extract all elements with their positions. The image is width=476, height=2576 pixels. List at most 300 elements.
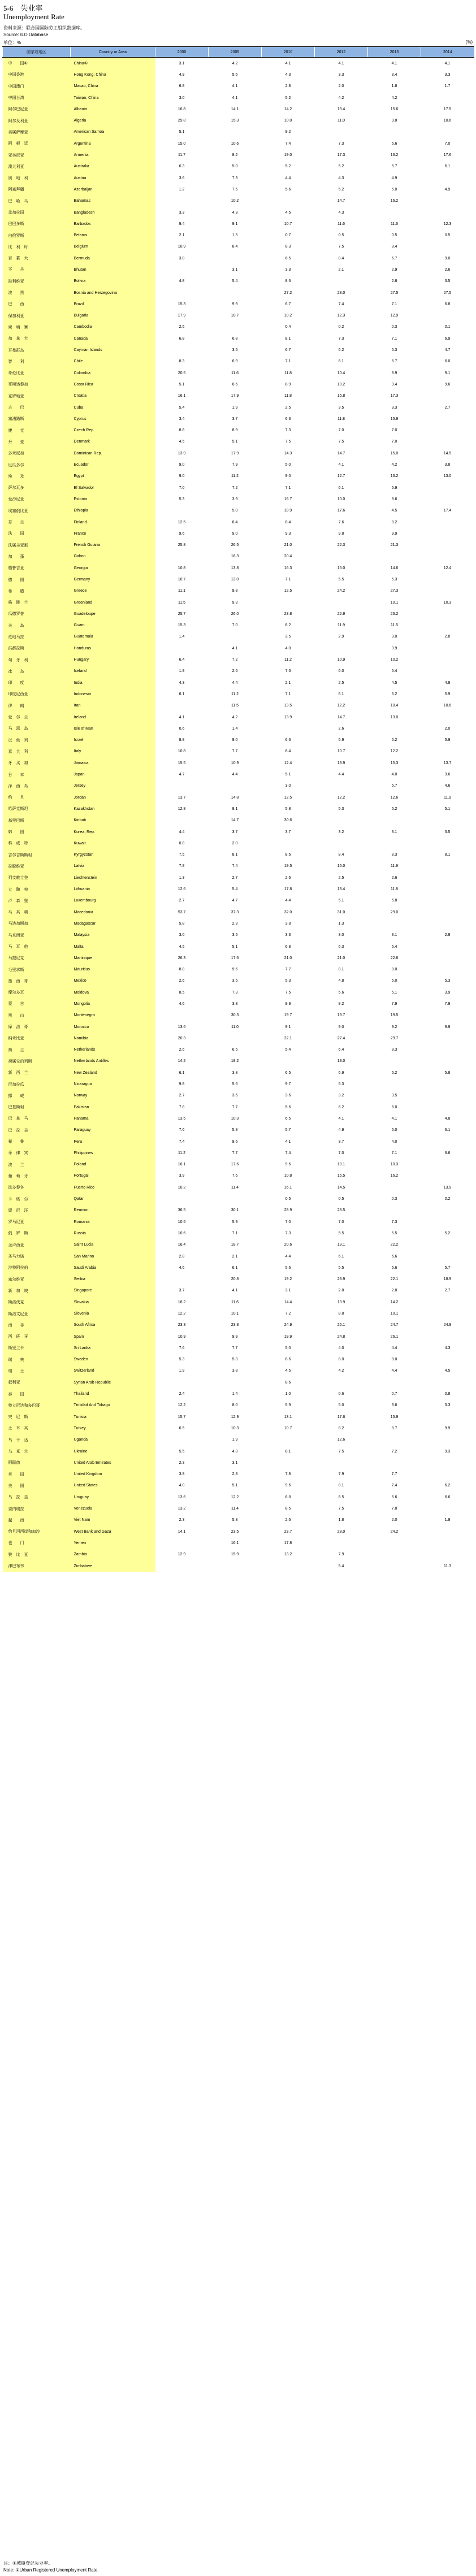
rate-cell: 18.2 [178, 1300, 186, 1304]
country-name-en: Slovakia [71, 1296, 155, 1308]
table-row [3, 1515, 474, 1526]
country-name-cn: 阿塞拜疆 [3, 184, 71, 195]
country-name-cn: 俄 罗 斯 [3, 1228, 71, 1239]
rate-cell: 6.8 [179, 84, 185, 89]
rate-cell: 3.8 [232, 1369, 238, 1373]
rate-cell: 4.7 [179, 773, 185, 777]
rate-cell: 7.6 [232, 187, 238, 192]
country-name-cn: 突 尼 斯 [3, 1411, 71, 1423]
rate-cell: 13.2 [178, 1507, 186, 1511]
rate-cell: 7.4 [179, 1139, 185, 1144]
table-row [3, 952, 474, 964]
table-row [3, 883, 474, 895]
country-name-en: Cyprus [71, 413, 155, 424]
rate-cell: 5.7 [391, 164, 397, 169]
rate-cell: 11.9 [443, 795, 452, 800]
rate-cell: 3.5 [232, 933, 238, 938]
rate-cell [155, 1560, 209, 1572]
rate-cell: 5.6 [391, 1265, 397, 1270]
rate-cell: 11.5 [390, 623, 399, 628]
rate-cell: 3.0 [179, 256, 185, 261]
country-name-en: Dominican Rep. [71, 448, 155, 459]
country-name-cn: 也 门 [3, 1537, 71, 1549]
rate-cell: 8.4 [232, 520, 238, 524]
rate-cell: 3.8 [285, 921, 291, 926]
rate-cell: 30.3 [231, 1013, 239, 1018]
rate-cell: 5.1 [179, 382, 185, 387]
rate-cell: 3.0 [179, 933, 185, 938]
rate-cell: 4.0 [179, 1484, 185, 1488]
rate-cell: 11.6 [390, 222, 399, 226]
country-name-en: Bhutan [71, 264, 155, 275]
rate-cell: 2.3 [232, 921, 238, 926]
rate-cell: 36.5 [178, 1208, 186, 1213]
rate-cell: 0.6 [338, 1392, 344, 1397]
rate-cell: 5.9 [232, 1220, 238, 1224]
table-row [3, 631, 474, 643]
table-row [3, 379, 474, 390]
rate-cell: 8.1 [232, 853, 238, 857]
rate-cell: 17.8 [284, 887, 292, 892]
rate-cell: 17.9 [231, 451, 239, 456]
table-row [3, 987, 474, 998]
country-name-en: Turkey [71, 1423, 155, 1434]
rate-cell [421, 1354, 474, 1365]
rate-cell: 10.6 [231, 141, 239, 146]
table-row [3, 861, 474, 872]
rate-cell: 8.8 [179, 428, 185, 433]
rate-cell: 2.8 [179, 1254, 185, 1259]
table-row [3, 333, 474, 344]
rate-cell [262, 196, 315, 207]
rate-cell [421, 1537, 474, 1549]
country-name-en: American Samoa [71, 127, 155, 138]
rate-cell: 17.8 [284, 1541, 292, 1545]
rate-cell: 7.3 [232, 176, 238, 180]
table-row [3, 1285, 474, 1296]
rate-cell: 4.0 [391, 773, 397, 777]
rate-cell: 10.3 [231, 1116, 239, 1121]
rate-cell: 3.0 [338, 933, 344, 938]
table-row [3, 505, 474, 517]
header-year-2013: 2013 [368, 47, 421, 58]
rate-cell: 15.3 [178, 623, 186, 628]
rate-cell: 5.2 [338, 164, 344, 169]
rate-cell: 9.0 [232, 531, 238, 536]
rate-cell: 23.9 [337, 1277, 345, 1282]
rate-cell [155, 196, 209, 207]
rate-cell: 8.1 [232, 806, 238, 811]
table-row [3, 746, 474, 757]
rate-cell: 6.3 [338, 944, 344, 949]
rate-cell: 12.2 [337, 795, 345, 800]
country-name-cn: 哈萨克斯坦 [3, 803, 71, 814]
rate-cell: 26.5 [231, 543, 239, 548]
country-name-cn: 萨尔瓦多 [3, 482, 71, 493]
rate-cell: 1.3 [338, 921, 344, 926]
rate-cell: 4.9 [444, 187, 451, 192]
rate-cell: 4.2 [391, 463, 397, 467]
rate-cell: 3.5 [232, 979, 238, 983]
rate-cell: 9.2 [391, 1025, 397, 1029]
rate-cell [421, 574, 474, 585]
rate-cell [421, 1056, 474, 1067]
rate-cell: 5.3 [338, 806, 344, 811]
country-name-cn: 意 大 利 [3, 746, 71, 757]
country-name-cn: 不 丹 [3, 264, 71, 275]
country-name-en: Japan [71, 769, 155, 780]
table-header-row [3, 47, 474, 58]
rate-cell: 5.1 [444, 806, 451, 811]
source-english: Source: ILO Database [3, 32, 49, 37]
rate-cell: 10.0 [337, 497, 345, 501]
table-row [3, 1560, 474, 1572]
rate-cell: 1.8 [338, 1518, 344, 1523]
rate-cell: 20.8 [231, 1277, 239, 1282]
rate-cell: 16.2 [390, 153, 399, 158]
rate-cell: 2.6 [285, 875, 291, 880]
rate-cell: 2.6 [391, 875, 397, 880]
rate-cell: 17.6 [337, 1415, 345, 1419]
rate-cell: 14.8 [231, 795, 239, 800]
rate-cell: 0.3 [391, 325, 397, 329]
rate-cell: 7.5 [338, 245, 344, 249]
country-name-cn: 印度尼西亚 [3, 688, 71, 700]
rate-cell: 6.2 [444, 1484, 451, 1488]
rate-cell: 13.1 [284, 1415, 292, 1419]
table-row [3, 367, 474, 379]
rate-cell [315, 643, 368, 654]
rate-cell: 15.0 [390, 451, 399, 456]
rate-cell: 8.1 [444, 853, 451, 857]
rate-cell: 6.6 [391, 1495, 397, 1499]
rate-cell [421, 872, 474, 883]
rate-cell: 11.8 [390, 887, 399, 892]
country-name-en: Israel [71, 735, 155, 746]
rate-cell: 4.8 [179, 279, 185, 284]
table-row [3, 138, 474, 149]
table-row [3, 1056, 474, 1067]
rate-cell: 7.7 [232, 749, 238, 754]
rate-cell [421, 608, 474, 619]
rate-cell: 7.1 [391, 302, 397, 306]
rate-cell [421, 1239, 474, 1251]
country-name-cn: 列支敦士登 [3, 872, 71, 883]
table-row [3, 941, 474, 952]
rate-cell: 7.3 [232, 990, 238, 995]
rate-cell: 11.8 [284, 394, 292, 398]
rate-cell [421, 493, 474, 505]
rate-cell: 0.8 [444, 1392, 451, 1397]
rate-cell: 12.2 [390, 749, 399, 754]
rate-cell: 10.6 [443, 704, 452, 708]
rate-cell: 10.7 [231, 314, 239, 318]
country-name-cn: 加 拿 大 [3, 333, 71, 344]
rate-cell: 4.9 [444, 680, 451, 685]
country-name-en: Albania [71, 103, 155, 115]
country-name-cn: 巴 西 [3, 298, 71, 310]
rate-cell: 4.1 [285, 61, 291, 66]
rate-cell: 2.6 [444, 267, 451, 272]
rate-cell [421, 666, 474, 677]
rate-cell: 12.5 [284, 589, 292, 593]
rate-cell: 9.0 [232, 738, 238, 743]
rate-cell: 6.2 [391, 738, 397, 743]
rate-cell: 14.6 [390, 566, 399, 570]
rate-cell: 4.1 [285, 1139, 291, 1144]
country-name-cn: 泽 西 岛 [3, 780, 71, 792]
rate-cell: 6.9 [444, 336, 451, 341]
rate-cell: 13.7 [178, 795, 186, 800]
rate-cell: 24.8 [337, 1334, 345, 1339]
rate-cell: 15.3 [231, 119, 239, 123]
rate-cell: 10.1 [390, 600, 399, 605]
rate-cell: 11.2 [231, 692, 239, 696]
country-name-en: Namibia [71, 1033, 155, 1044]
table-row [3, 677, 474, 688]
table-row [3, 1078, 474, 1090]
source-chinese: 资料来源：联合国国际劳工组织数据库。 [3, 25, 85, 31]
rate-cell: 27.3 [390, 589, 399, 593]
country-name-cn: 希 腊 [3, 586, 71, 597]
rate-cell: 12.8 [178, 806, 186, 811]
rate-cell: 7.0 [232, 623, 238, 628]
rate-cell: 10.7 [284, 1426, 292, 1430]
table-row [3, 448, 474, 459]
country-name-en: United Kingdom [71, 1469, 155, 1480]
country-name-en: Luxembourg [71, 895, 155, 907]
country-name-en: Hungary [71, 654, 155, 665]
rate-cell: 10.2 [178, 1185, 186, 1190]
rate-cell: 3.6 [444, 773, 451, 777]
rate-cell: 4.8 [444, 1116, 451, 1121]
country-name-en: Poland [71, 1159, 155, 1170]
rate-cell: 4.3 [338, 176, 344, 180]
rate-cell: 11.3 [443, 1564, 452, 1568]
rate-cell: 5.3 [232, 1358, 238, 1362]
rate-cell: 4.2 [232, 715, 238, 719]
rate-cell: 8.0 [391, 1358, 397, 1362]
rate-cell [421, 528, 474, 539]
country-name-en: Qatar [71, 1193, 155, 1204]
country-name-cn: 英 国 [3, 1469, 71, 1480]
rate-cell: 4.9 [391, 176, 397, 180]
rate-cell: 6.9 [232, 359, 238, 364]
country-name-en: Puerto Rico [71, 1182, 155, 1193]
table-row [3, 229, 474, 241]
rate-cell [421, 1377, 474, 1388]
country-name-en: Kyrgyzstan [71, 849, 155, 860]
rate-cell: 7.0 [391, 428, 397, 433]
rate-cell [421, 172, 474, 184]
rate-cell: 12.9 [390, 314, 399, 318]
country-name-en: El Salvador [71, 482, 155, 493]
rate-cell [421, 539, 474, 550]
rate-cell: 6.3 [179, 164, 185, 169]
country-name-en: Thailand [71, 1388, 155, 1399]
rate-cell: 15.0 [337, 864, 345, 869]
rate-cell: 8.1 [338, 1484, 344, 1488]
country-name-en: Guam [71, 620, 155, 631]
rate-cell [421, 241, 474, 253]
rate-cell: 13.8 [231, 566, 239, 570]
country-name-cn: 沙特阿拉伯 [3, 1262, 71, 1273]
rate-cell: 10.9 [178, 1334, 186, 1339]
rate-cell: 4.4 [232, 773, 238, 777]
table-row [3, 608, 474, 619]
rate-cell: 4.5 [285, 210, 291, 215]
rate-cell: 2.6 [338, 726, 344, 731]
rate-cell: 6.6 [444, 1495, 451, 1499]
country-name-en: Mongolia [71, 998, 155, 1009]
country-name-cn: 日 本 [3, 769, 71, 780]
country-name-cn: 蒙 古 [3, 998, 71, 1009]
rate-cell [421, 1044, 474, 1056]
rate-cell: 16.2 [390, 1174, 399, 1178]
country-name-cn: 波 黑 [3, 287, 71, 298]
rate-cell: 12.7 [337, 474, 345, 479]
rate-cell: 27.5 [443, 290, 452, 295]
rate-cell [421, 620, 474, 631]
country-name-cn: 韩 国 [3, 826, 71, 838]
rate-cell [421, 1549, 474, 1560]
rate-cell: 23.3 [178, 1323, 186, 1328]
country-name-en: Portugal [71, 1170, 155, 1182]
rate-cell [421, 838, 474, 849]
rate-cell: 7.4 [232, 864, 238, 869]
rate-cell: 2.6 [179, 979, 185, 983]
rate-cell: 7.1 [285, 485, 291, 490]
rate-cell: 3.0 [391, 635, 397, 639]
country-name-cn: 瑞 典 [3, 1354, 71, 1365]
table-row [3, 172, 474, 184]
rate-cell: 0.3 [391, 1197, 397, 1202]
country-name-cn: 南 非 [3, 1320, 71, 1331]
rate-cell: 2.8 [232, 1472, 238, 1477]
country-name-en: Ireland [71, 712, 155, 723]
country-name-cn: 德 国 [3, 574, 71, 585]
rate-cell: 4.4 [285, 899, 291, 903]
rate-cell: 16.3 [231, 554, 239, 559]
country-name-cn: 法 国 [3, 528, 71, 539]
country-name-cn: 纳米比亚 [3, 1033, 71, 1044]
country-name-cn: 巴 拉 圭 [3, 1125, 71, 1136]
rate-cell: 21.0 [337, 956, 345, 960]
rate-cell: 8.6 [285, 1358, 291, 1362]
country-name-en: Jordan [71, 792, 155, 803]
rate-cell [421, 551, 474, 562]
rate-cell: 13.4 [337, 887, 345, 892]
rate-cell: 7.6 [338, 520, 344, 524]
rate-cell: 6.7 [285, 348, 291, 353]
rate-cell: 8.8 [179, 968, 185, 972]
rate-cell: 13.2 [390, 474, 399, 479]
rate-cell [262, 838, 315, 849]
rate-cell: 4.1 [232, 96, 238, 100]
country-name-en: Finland [71, 517, 155, 528]
rate-cell: 4.4 [391, 1346, 397, 1350]
rate-cell [368, 1205, 421, 1216]
rate-cell: 2.1 [179, 233, 185, 238]
rate-cell [421, 907, 474, 918]
rate-cell: 7.5 [285, 440, 291, 444]
rate-cell: 0.5 [444, 233, 451, 238]
rate-cell [368, 1457, 421, 1468]
rate-cell: 0.5 [338, 1197, 344, 1202]
country-name-en: Serbia [71, 1273, 155, 1285]
country-name-cn: 立 陶 宛 [3, 883, 71, 895]
rate-cell: 15.9 [390, 417, 399, 421]
rate-cell: 11.2 [178, 1151, 186, 1155]
rate-cell: 17.4 [443, 509, 452, 513]
rate-cell: 6.7 [285, 302, 291, 306]
rate-cell [209, 1193, 262, 1204]
rate-cell: 3.7 [285, 830, 291, 834]
rate-cell: 12.5 [178, 520, 186, 524]
rate-cell: 3.7 [179, 1289, 185, 1293]
rate-cell: 6.0 [391, 1105, 397, 1109]
country-name-cn: 摩 洛 哥 [3, 1021, 71, 1033]
table-row [3, 1228, 474, 1239]
rate-cell: 16.3 [284, 566, 292, 570]
rate-cell [155, 815, 209, 826]
rate-cell [209, 1377, 262, 1388]
country-name-cn: 泰 国 [3, 1388, 71, 1399]
rate-cell: 7.3 [338, 336, 344, 341]
rate-cell: 6.3 [391, 348, 397, 353]
country-name-cn: 叙利亚 [3, 1377, 71, 1388]
rate-cell: 17.3 [337, 153, 345, 158]
country-name-en: Malta [71, 941, 155, 952]
rate-cell: 17.6 [231, 1163, 239, 1167]
rate-cell: 8.6 [285, 279, 291, 284]
rate-cell: 8.2 [338, 1426, 344, 1430]
rate-cell: 12.2 [337, 704, 345, 708]
table-row [3, 1044, 474, 1056]
table-row [3, 241, 474, 253]
rate-cell: 10.8 [284, 1174, 292, 1178]
rate-cell: 7.2 [285, 1312, 291, 1316]
rate-cell: 11.4 [231, 1185, 239, 1190]
table-row [3, 1365, 474, 1377]
table-row [3, 620, 474, 631]
rate-cell: 10.2 [284, 314, 292, 318]
rate-cell: 22.3 [337, 543, 345, 548]
country-name-en: Pakistan [71, 1101, 155, 1113]
rate-cell: 18.9 [284, 509, 292, 513]
rate-cell: 2.7 [444, 405, 451, 410]
rate-cell: 5.7 [444, 1265, 451, 1270]
rate-cell: 3.1 [285, 1289, 291, 1293]
rate-cell [421, 1216, 474, 1228]
country-name-cn: 圣马力诺 [3, 1251, 71, 1262]
rate-cell: 13.2 [284, 1552, 292, 1557]
country-name-en: Paraguay [71, 1125, 155, 1136]
rate-cell: 15.3 [178, 302, 186, 306]
rate-cell: 13.9 [443, 1185, 452, 1190]
rate-cell: 4.4 [232, 680, 238, 685]
country-name-en: Kiribati [71, 815, 155, 826]
rate-cell: 11.9 [337, 623, 345, 628]
rate-cell: 6.4 [391, 944, 397, 949]
header-year-2014: 2014 [421, 47, 474, 58]
rate-cell: 8.6 [285, 853, 291, 857]
table-row [3, 1423, 474, 1434]
table-row [3, 700, 474, 712]
rate-cell: 0.4 [285, 325, 291, 329]
rate-cell: 16.2 [390, 199, 399, 203]
table-row [3, 81, 474, 92]
